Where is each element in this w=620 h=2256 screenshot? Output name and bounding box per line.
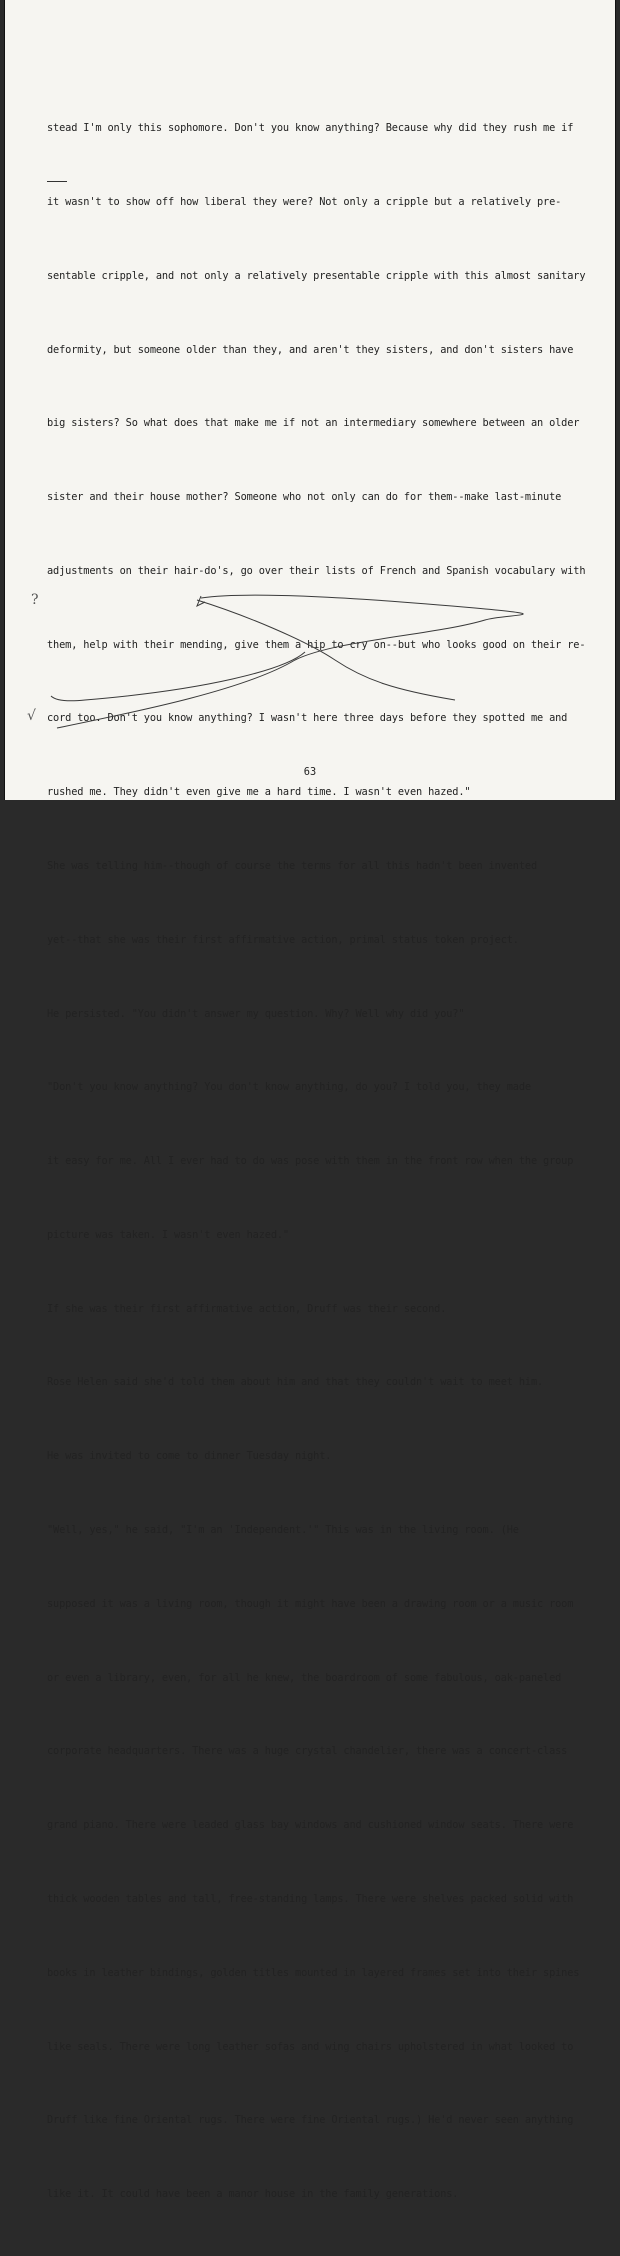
text-line: rushed me. They didn't even give me a hard time. I wasn't even hazed." <box>47 786 471 799</box>
text-line: sentable cripple, and not only a relatively presentable cripple with this almost sanitary <box>47 269 586 282</box>
text-line: grand piano. There were leaded glass bay windows and cushioned window seats. There were <box>47 1819 574 1832</box>
text-line: yet--that she was their first affirmative action, primal status token project. <box>47 933 519 946</box>
body-text <box>47 67 586 2256</box>
document-page <box>4 0 616 2201</box>
text-line: Druff like fine Oriental rugs. There were fine Oriental rugs.) He'd never seen anything <box>47 2114 574 2127</box>
text-line: like seals. There were long leather sofas and wing chairs upholstered in what looked to <box>47 2040 574 2053</box>
text-line: big sisters? So what does that make me if not an intermediary somewhere between an older <box>47 417 580 430</box>
text-line: corporate headquarters. There was a huge crystal chandelier, there was a concert-class <box>47 1745 568 1758</box>
text-line: stead I'm only this sophomore. Don't you know anything? Because why did they rush me if <box>47 122 574 135</box>
question-mark-annotation: ? <box>31 592 39 608</box>
text-line: She was telling him--though of course the terms for all this hadn't been invented <box>47 860 537 872</box>
text-line: He was invited to come to dinner Tuesday night. <box>47 1450 332 1463</box>
text-line: cord too. Don't you know anything? I wasn't here three days before they spotted me and <box>47 712 568 725</box>
text-line: adjustments on their hair-do's, go over their lists of French and Spanish vocabulary with <box>47 564 586 577</box>
text-line: If she was their first affirmative action, Druff was their second. <box>47 1302 447 1315</box>
text-line: "Well, yes," he said, "I'm an 'Independent.'" This was in the living room. (He <box>47 1524 519 1537</box>
text-line: picture was taken. I wasn't even hazed." <box>47 1228 289 1241</box>
text-line: like it. It could have been a manor house in the family generations. <box>47 2188 459 2201</box>
text-line: it wasn't to show off how liberal they were? Not only a cripple but a relatively pre- <box>47 195 562 208</box>
text-line: Rose Helen said she'd told them about him and that they couldn't wait to meet him. <box>47 1376 544 1389</box>
underline-mark <box>47 181 67 182</box>
page-number: 63 <box>303 766 317 778</box>
text-line: supposed it was a living room, though it might have been a drawing room or a music room <box>47 1597 574 1610</box>
text-line: deformity, but someone older than they, and aren't they sisters, and don't sisters have <box>47 343 574 356</box>
text-line: them, help with their mending, give them a hip to cry on--but who looks good on their re- <box>47 638 586 651</box>
text-line: or even a library, even, for all he knew, the boardroom of some fabulous, oak-paneled <box>47 1671 562 1684</box>
text-line: He persisted. "You didn't answer my question. Why? Well why did you?" <box>47 1007 465 1020</box>
text-line: "Don't you know anything? You don't know anything, do you? I told you, they made <box>47 1081 531 1094</box>
text-line: thick wooden tables and tall, free-standing lamps. There were shelves packed solid with <box>47 1892 574 1905</box>
text-line: books in leather bindings, golden titles mounted in layered frames set into their spines <box>47 1966 580 1979</box>
text-line: it easy for me. All I ever had to do was pose with them in the front row when the group <box>47 1155 574 1168</box>
text-line: sister and their house mother? Someone who not only can do for them--make last-minute <box>47 491 562 504</box>
checkmark-annotation: √ <box>27 708 36 724</box>
